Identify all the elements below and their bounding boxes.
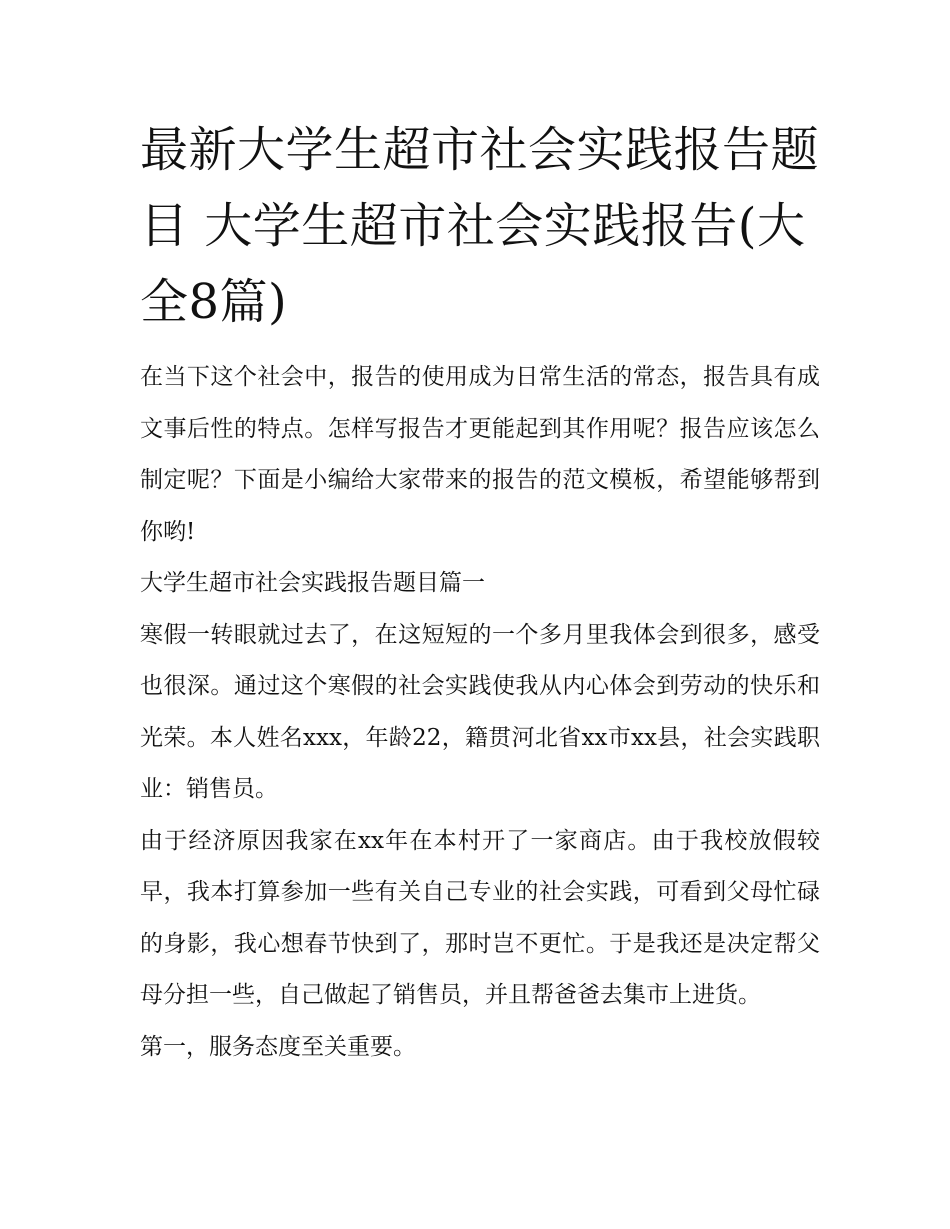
document-title: 最新大学生超市社会实践报告题目 大学生超市社会实践报告(大全8篇) bbox=[140, 122, 820, 330]
body-paragraph: 第一，服务态度至关重要。 bbox=[140, 1033, 416, 1060]
section-heading: 大学生超市社会实践报告题目篇一 bbox=[140, 570, 485, 596]
document-page bbox=[140, 112, 820, 1073]
intro-paragraph: 在当下这个社会中，报告的使用成为日常生活的常态，报告具有成文事后性的特点。怎样写报告才更能起到其作用呢？报告应该怎么制定呢？下面是小编给大家带来的报告的范文模板，希望能够帮到你哟! bbox=[140, 364, 820, 545]
body-paragraph: 由于经济原因我家在xx年在本村开了一家商店。由于我校放假较早，我本打算参加一些有关自己专业的社会实践，可看到父母忙碌的身影，我心想春节快到了，那时岂不更忙。于是我还是决定帮父母分担一些，自己做起了销售员，并且帮爸爸去集市上进货。 bbox=[140, 827, 820, 1008]
body-paragraph: 寒假一转眼就过去了，在这短短的一个多月里我体会到很多，感受也很深。通过这个寒假的社会实践使我从内心体会到劳动的快乐和光荣。本人姓名xxx，年龄22，籍贯河北省xx市xx县，社会实践职业：销售员。 bbox=[140, 621, 820, 802]
